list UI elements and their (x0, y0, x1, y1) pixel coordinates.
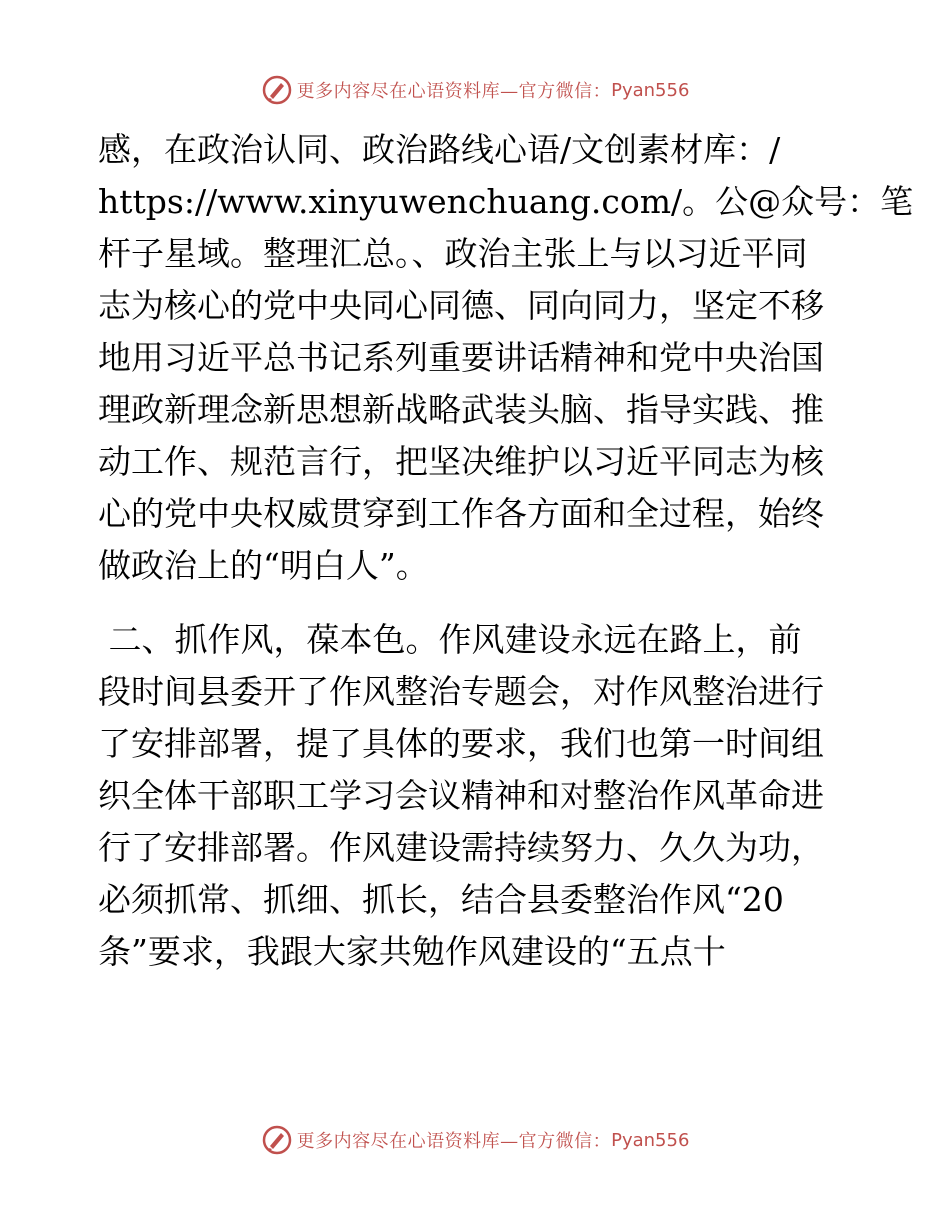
text-line: 条”要求，我跟大家共勉作风建设的“五点十 (98, 932, 726, 971)
brush-logo-icon (261, 74, 293, 106)
text-line: 行了安排部署。作风建设需持续努力、久久为功， (98, 828, 824, 867)
text-line: 必须抓常、抓细、抓长，结合县委整治作风“20 (98, 880, 784, 919)
text-line: 了安排部署，提了具体的要求，我们也第一时间组 (98, 724, 824, 763)
paragraph-2 (98, 614, 858, 978)
text-line: 感，在政治认同、政治路线心语/文创素材库：/ (98, 130, 781, 169)
text-line: https://www.xinyuwenchuang.com/。公@众号：笔 (98, 182, 914, 221)
text-line: 地用习近平总书记系列重要讲话精神和党中央治国 (98, 338, 824, 377)
text-line: 志为核心的党中央同心同德、同向同力，坚定不移 (98, 286, 824, 325)
text-line: 心的党中央权威贯穿到工作各方面和全过程，始终 (98, 494, 824, 533)
text-line: 杆子星域。整理汇总。、政治主张上与以习近平同 (98, 234, 808, 273)
text-line: 织全体干部职工学习会议精神和对整治作风革命进 (98, 776, 824, 815)
footer-banner (0, 1120, 950, 1160)
header-banner (0, 70, 950, 110)
brush-logo-icon (261, 1124, 293, 1156)
text-line: 动工作、规范言行，把坚决维护以习近平同志为核 (98, 442, 824, 481)
text-line: 二、抓作风，葆本色。作风建设永远在路上，前 (98, 620, 802, 659)
banner-contact: Pyan556 (611, 1129, 690, 1151)
document-body (98, 124, 914, 978)
text-line: 段时间县委开了作风整治专题会，对作风整治进行 (98, 672, 824, 711)
paragraph-1 (98, 124, 914, 592)
text-line: 理政新理念新思想新战略武装头脑、指导实践、推 (98, 390, 824, 429)
banner-text: 更多内容尽在心语资料库—官方微信： (296, 81, 612, 102)
banner-text: 更多内容尽在心语资料库—官方微信： (296, 1131, 612, 1152)
banner-contact: Pyan556 (611, 79, 690, 101)
text-line: 做政治上的“明白人”。 (98, 546, 429, 585)
